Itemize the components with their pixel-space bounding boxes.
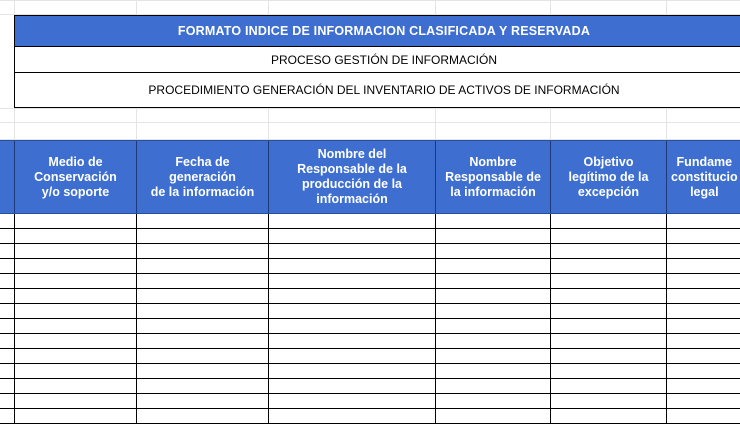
table-cell[interactable] [15,274,137,289]
table-cell[interactable] [137,394,269,409]
column-header-nombre-responsable-produccion[interactable]: Nombre del Responsable de la producción de la información [269,141,436,213]
table-cell[interactable] [551,244,667,259]
column-header-objetivo-legitimo[interactable]: Objetivo legítimo de la excepción [551,141,667,213]
table-cell[interactable] [436,229,551,244]
table-cell[interactable] [551,274,667,289]
table-cell[interactable] [667,259,740,274]
table-cell[interactable] [15,259,137,274]
table-cell[interactable] [0,289,15,304]
table-cell[interactable] [15,229,137,244]
table-cell[interactable] [0,319,15,334]
table-row [0,274,740,289]
table-cell[interactable] [269,334,436,349]
table-cell[interactable] [436,334,551,349]
table-cell[interactable] [551,319,667,334]
table-cell[interactable] [436,349,551,364]
table-cell[interactable] [0,409,15,424]
table-cell[interactable] [15,334,137,349]
table-cell[interactable] [667,409,740,424]
table-cell[interactable] [667,244,740,259]
table-cell[interactable] [0,364,15,379]
table-cell[interactable] [269,364,436,379]
table-cell[interactable] [551,304,667,319]
table-cell[interactable] [269,319,436,334]
table-cell[interactable] [15,304,137,319]
column-header-medio-conservacion[interactable]: Medio de Conservación y/o soporte [15,141,137,213]
table-cell[interactable] [15,214,137,229]
table-cell[interactable] [269,409,436,424]
table-cell[interactable] [137,379,269,394]
column-header-fundamento-constitucional[interactable]: Fundame constitucio legal [667,141,740,213]
table-cell[interactable] [0,394,15,409]
table-body [0,214,740,424]
column-header-fecha-generacion[interactable]: Fecha de generación de la información [137,141,269,213]
table-row [0,259,740,274]
table-cell[interactable] [667,229,740,244]
left-stub-cell [0,15,15,108]
table-cell[interactable] [15,394,137,409]
table-row [0,394,740,409]
table-cell[interactable] [0,379,15,394]
table-cell[interactable] [551,214,667,229]
table-cell[interactable] [551,259,667,274]
table-cell[interactable] [667,319,740,334]
table-cell[interactable] [436,409,551,424]
table-cell[interactable] [269,379,436,394]
table-header-row [0,140,740,214]
table-cell[interactable] [0,214,15,229]
table-cell[interactable] [436,394,551,409]
table-row [0,289,740,304]
table-row [0,379,740,394]
table-cell[interactable] [0,349,15,364]
table-cell[interactable] [667,289,740,304]
table-cell[interactable] [137,334,269,349]
table-cell[interactable] [667,274,740,289]
table-cell[interactable] [551,364,667,379]
table-cell[interactable] [0,229,15,244]
table-cell[interactable] [551,409,667,424]
table-cell[interactable] [15,244,137,259]
table-cell[interactable] [551,349,667,364]
table-row [0,244,740,259]
table-row [0,349,740,364]
table-row [0,334,740,349]
table-cell[interactable] [269,214,436,229]
table-row [0,319,740,334]
table-cell[interactable] [137,349,269,364]
table-cell[interactable] [137,259,269,274]
table-cell[interactable] [15,289,137,304]
table-cell[interactable] [551,394,667,409]
table-cell[interactable] [436,304,551,319]
table-cell[interactable] [137,289,269,304]
table-cell[interactable] [667,214,740,229]
table-cell[interactable] [551,334,667,349]
table-cell[interactable] [436,214,551,229]
table-cell[interactable] [15,409,137,424]
table-cell[interactable] [667,304,740,319]
table-cell[interactable] [15,364,137,379]
procedure-name[interactable]: PROCEDIMIENTO GENERACIÓN DEL INVENTARIO DE ACTIVOS DE INFORMACIÓN [14,72,740,108]
table-row [0,304,740,319]
gridline [0,0,740,1]
table-cell[interactable] [137,229,269,244]
table-cell[interactable] [667,349,740,364]
table-cell[interactable] [269,229,436,244]
gridline [0,108,740,109]
table-cell[interactable] [269,274,436,289]
table-cell[interactable] [436,379,551,394]
table-cell[interactable] [137,304,269,319]
table-cell[interactable] [137,274,269,289]
process-name[interactable]: PROCESO GESTIÓN DE INFORMACIÓN [14,46,740,73]
table-cell[interactable] [551,379,667,394]
table-row [0,229,740,244]
table-cell[interactable] [137,214,269,229]
form-title[interactable]: FORMATO INDICE DE INFORMACION CLASIFICADA Y RESERVADA [14,15,740,47]
table-cell[interactable] [436,244,551,259]
table-cell[interactable] [137,409,269,424]
table-cell[interactable] [667,379,740,394]
table-cell[interactable] [269,244,436,259]
column-header[interactable] [0,141,15,213]
table-cell[interactable] [269,349,436,364]
table-cell[interactable] [137,244,269,259]
table-cell[interactable] [15,319,137,334]
table-cell[interactable] [667,364,740,379]
table-cell[interactable] [137,319,269,334]
table-cell[interactable] [269,304,436,319]
table-row [0,214,740,229]
table-cell[interactable] [436,364,551,379]
gridline [0,122,740,123]
table-cell[interactable] [551,229,667,244]
table-cell[interactable] [436,259,551,274]
table-row [0,409,740,424]
column-header-nombre-responsable[interactable]: Nombre Responsable de la información [436,141,551,213]
table-cell[interactable] [0,244,15,259]
table-cell[interactable] [667,394,740,409]
table-cell[interactable] [551,289,667,304]
table-cell[interactable] [269,259,436,274]
table-cell[interactable] [436,319,551,334]
table-cell[interactable] [436,289,551,304]
table-cell[interactable] [137,364,269,379]
table-cell[interactable] [15,379,137,394]
table-cell[interactable] [0,334,15,349]
table-cell[interactable] [436,274,551,289]
table-cell[interactable] [667,334,740,349]
table-cell[interactable] [269,394,436,409]
table-cell[interactable] [0,304,15,319]
table-cell[interactable] [269,289,436,304]
table-cell[interactable] [15,349,137,364]
table-cell[interactable] [0,259,15,274]
table-row [0,364,740,379]
table-cell[interactable] [0,274,15,289]
